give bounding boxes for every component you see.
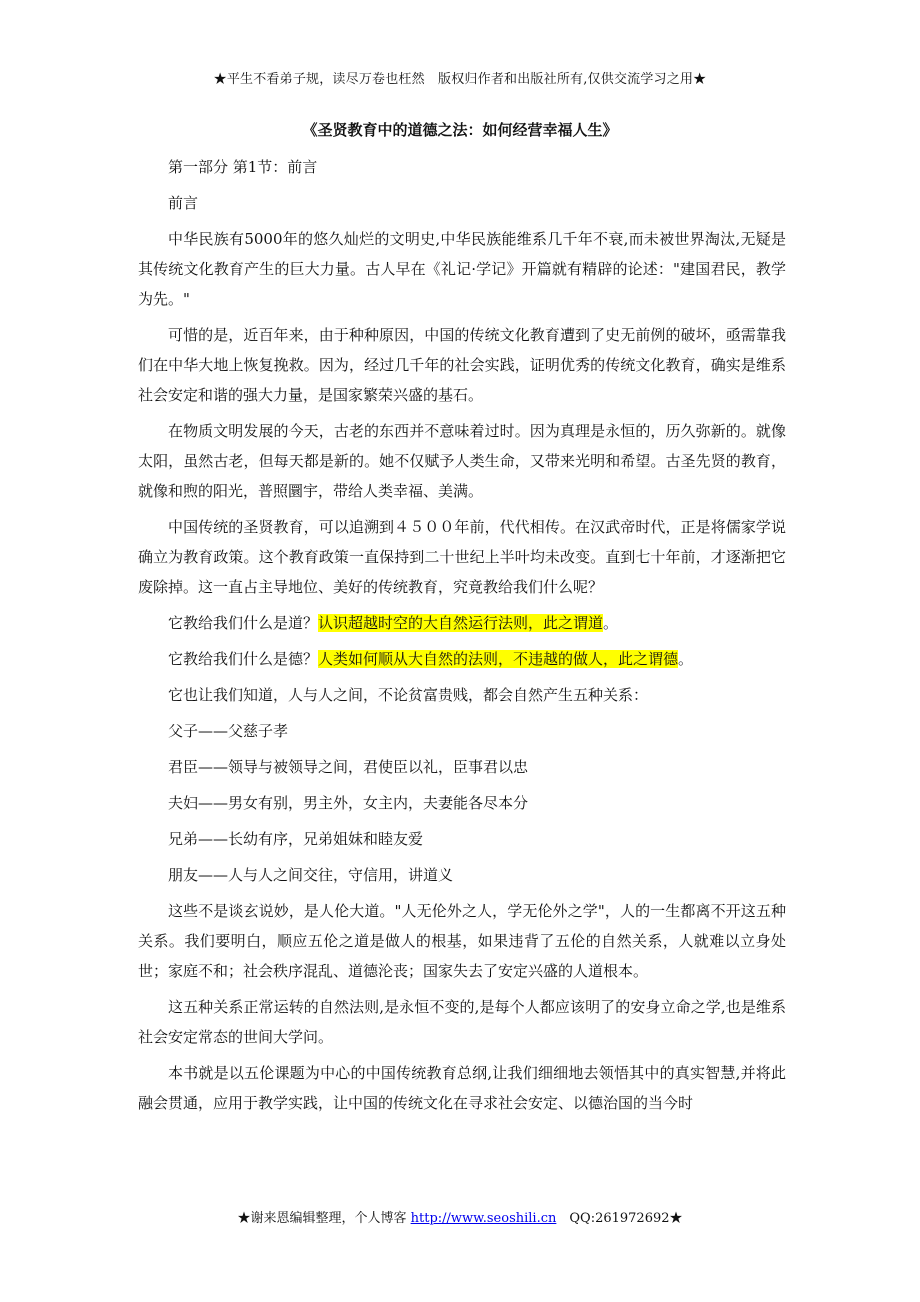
paragraph: 中华民族有5000年的悠久灿烂的文明史,中华民族能维系几千年不衰,而未被世界淘汰,无疑是其传统文化教育产生的巨大力量。古人早在《礼记·学记》开篇就有精辟的论述："建国君民，教学为先。" — [138, 230, 786, 308]
dao-suffix: 。 — [603, 614, 619, 632]
paragraph: 这五种关系正常运转的自然法则,是永恒不变的,是每个人都应该明了的安身立命之学,也是维系社会安定常态的世间大学问。 — [138, 998, 786, 1046]
dao-highlight: 认识超越时空的大自然运行法则，此之谓道 — [318, 614, 604, 632]
de-highlight: 人类如何顺从大自然的法则，不违越的做人，此之谓德 — [318, 650, 679, 668]
section-heading: 第一部分 第1节：前言 — [168, 158, 318, 176]
dao-line — [138, 608, 786, 638]
document-body — [138, 152, 786, 1124]
dao-prefix: 它教给我们什么是道？ — [168, 614, 319, 632]
relation-item: 朋友——人与人之间交往，守信用，讲道义 — [168, 866, 454, 884]
page-header: ★平生不看弟子规，读尽万卷也枉然 版权归作者和出版社所有,仅供交流学习之用★ — [213, 72, 707, 87]
paragraph: 本书就是以五伦课题为中心的中国传统教育总纲,让我们细细地去领悟其中的真实智慧,并将此融会贯通，应用于教学实践，让中国的传统文化在寻求社会安定、以德治国的当今时 — [138, 1064, 786, 1112]
de-line — [138, 644, 786, 674]
footer-prefix: ★谢来恩编辑整理，个人博客 — [237, 1211, 411, 1226]
de-prefix: 它教给我们什么是德？ — [168, 650, 319, 668]
footer-suffix: QQ:261972692★ — [556, 1211, 683, 1226]
paragraph: 这些不是谈玄说妙，是人伦大道。"人无伦外之人，学无伦外之学"，人的一生都离不开这五种关系。我们要明白，顺应五伦之道是做人的根基，如果违背了五伦的自然关系，人就难以立身处世；家庭不和；社会秩序混乱、道德沦丧；国家失去了安定兴盛的人道根本。 — [138, 902, 786, 980]
relation-item: 君臣——领导与被领导之间，君使臣以礼，臣事君以忠 — [168, 758, 529, 776]
page-footer — [0, 1207, 920, 1226]
relation-item: 夫妇——男女有别，男主外，女主内，夫妻能各尽本分 — [168, 794, 529, 812]
paragraph: 中国传统的圣贤教育，可以追溯到４５００年前，代代相传。在汉武帝时代，正是将儒家学说确立为教育政策。这个教育政策一直保持到二十世纪上半叶均未改变。直到七十年前，才逐渐把它废除掉。这一直占主导地位、美好的传统教育，究竟教给我们什么呢？ — [138, 518, 786, 596]
subheading: 前言 — [168, 194, 199, 212]
document-title: 《圣贤教育中的道德之法：如何经营幸福人生》 — [302, 121, 618, 139]
de-suffix: 。 — [678, 650, 694, 668]
paragraph: 可惜的是，近百年来，由于种种原因，中国的传统文化教育遭到了史无前例的破坏，亟需靠我们在中华大地上恢复挽救。因为，经过几千年的社会实践，证明优秀的传统文化教育，确实是维系社会安定和谐的强大力量，是国家繁荣兴盛的基石。 — [138, 326, 786, 404]
relation-item: 父子——父慈子孝 — [168, 722, 289, 740]
blog-link[interactable]: http://www.seoshili.cn — [410, 1211, 557, 1226]
relation-item: 兄弟——长幼有序，兄弟姐妹和睦友爱 — [168, 830, 424, 848]
relations-intro: 它也让我们知道，人与人之间，不论贫富贵贱，都会自然产生五种关系： — [168, 686, 649, 704]
paragraph: 在物质文明发展的今天，古老的东西并不意味着过时。因为真理是永恒的，历久弥新的。就像太阳，虽然古老，但每天都是新的。她不仅赋予人类生命，又带来光明和希望。古圣先贤的教育，就像和煦的阳光，普照圜宇，带给人类幸福、美满。 — [138, 422, 786, 500]
